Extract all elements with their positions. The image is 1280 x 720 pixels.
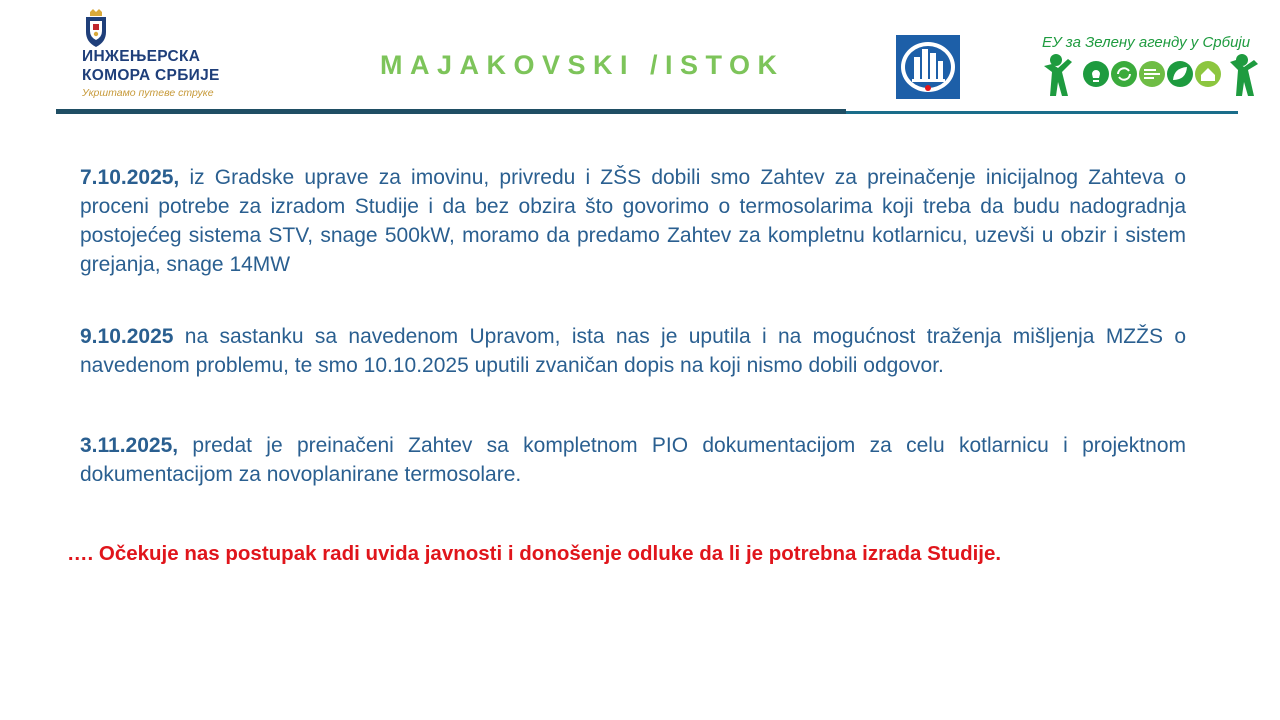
- engineering-chamber-logo: [80, 8, 240, 103]
- org-name-line1: ИНЖЕЊЕРСКА: [82, 48, 201, 65]
- recycle-icon: [1111, 61, 1137, 87]
- person-right-icon: [1230, 54, 1258, 96]
- paragraph-2: [80, 322, 1186, 380]
- paragraph-1-date: 7.10.2025,: [80, 166, 180, 189]
- paragraph-3: [80, 431, 1186, 489]
- paragraph-3-text: predat je preinačeni Zahtev sa kompletnom PIO dokumentacijom za celu kotlarnicu i projektnom dokumentacijom za novoplanirane termosolare.: [80, 434, 1186, 486]
- conclusion-note: …. Očekuje nas postupak radi uvida javnosti i donošenje odluke da li je potrebna izrada Studije.: [67, 542, 1002, 565]
- eu-program-title: ЕУ за Зелену агенду у Србији: [1042, 34, 1251, 51]
- eu-green-agenda-logo: [1040, 34, 1262, 100]
- person-left-icon: [1044, 54, 1072, 96]
- slide-title: MAJAKOVSKI /ISTOK: [380, 50, 785, 80]
- org-tagline: Укрштамо путеве струке: [82, 87, 214, 99]
- coat-of-arms-icon: [82, 8, 110, 48]
- paragraph-2-text: na sastanku sa navedenom Upravom, ista nas je uputila i na mogućnost traženja mišljenja MZŽS o navedenom problemu, te smo 10.10.2025 uputili zvaničan dopis na koji nismo dobili odgovor.: [80, 325, 1186, 377]
- header-divider: [56, 109, 846, 114]
- paragraph-3-date: 3.11.2025,: [80, 434, 179, 457]
- org-name-line2: КОМОРА СРБИЈЕ: [82, 67, 220, 84]
- paragraph-1: [80, 163, 1186, 279]
- paragraph-1-text: iz Gradske uprave za imovinu, privredu i ZŠS dobili smo Zahtev za preinačenje inicijalnog Zahteva o proceni potrebe za izradom Studije i da bez obzira što govorimo o termosolarima koji treba da budu nadogradnja postojećeg sistema STV, snage 500kW, moramo da predamo Zahtev za kompletnu kotlarnicu, uzevši u obzir i sistem grejanja, snage 14MW: [80, 166, 1186, 276]
- header-divider-accent: [846, 111, 1238, 114]
- building-emblem-icon: [896, 35, 960, 99]
- paragraph-2-date: 9.10.2025: [80, 325, 174, 348]
- eu-icons-row: [1040, 52, 1262, 100]
